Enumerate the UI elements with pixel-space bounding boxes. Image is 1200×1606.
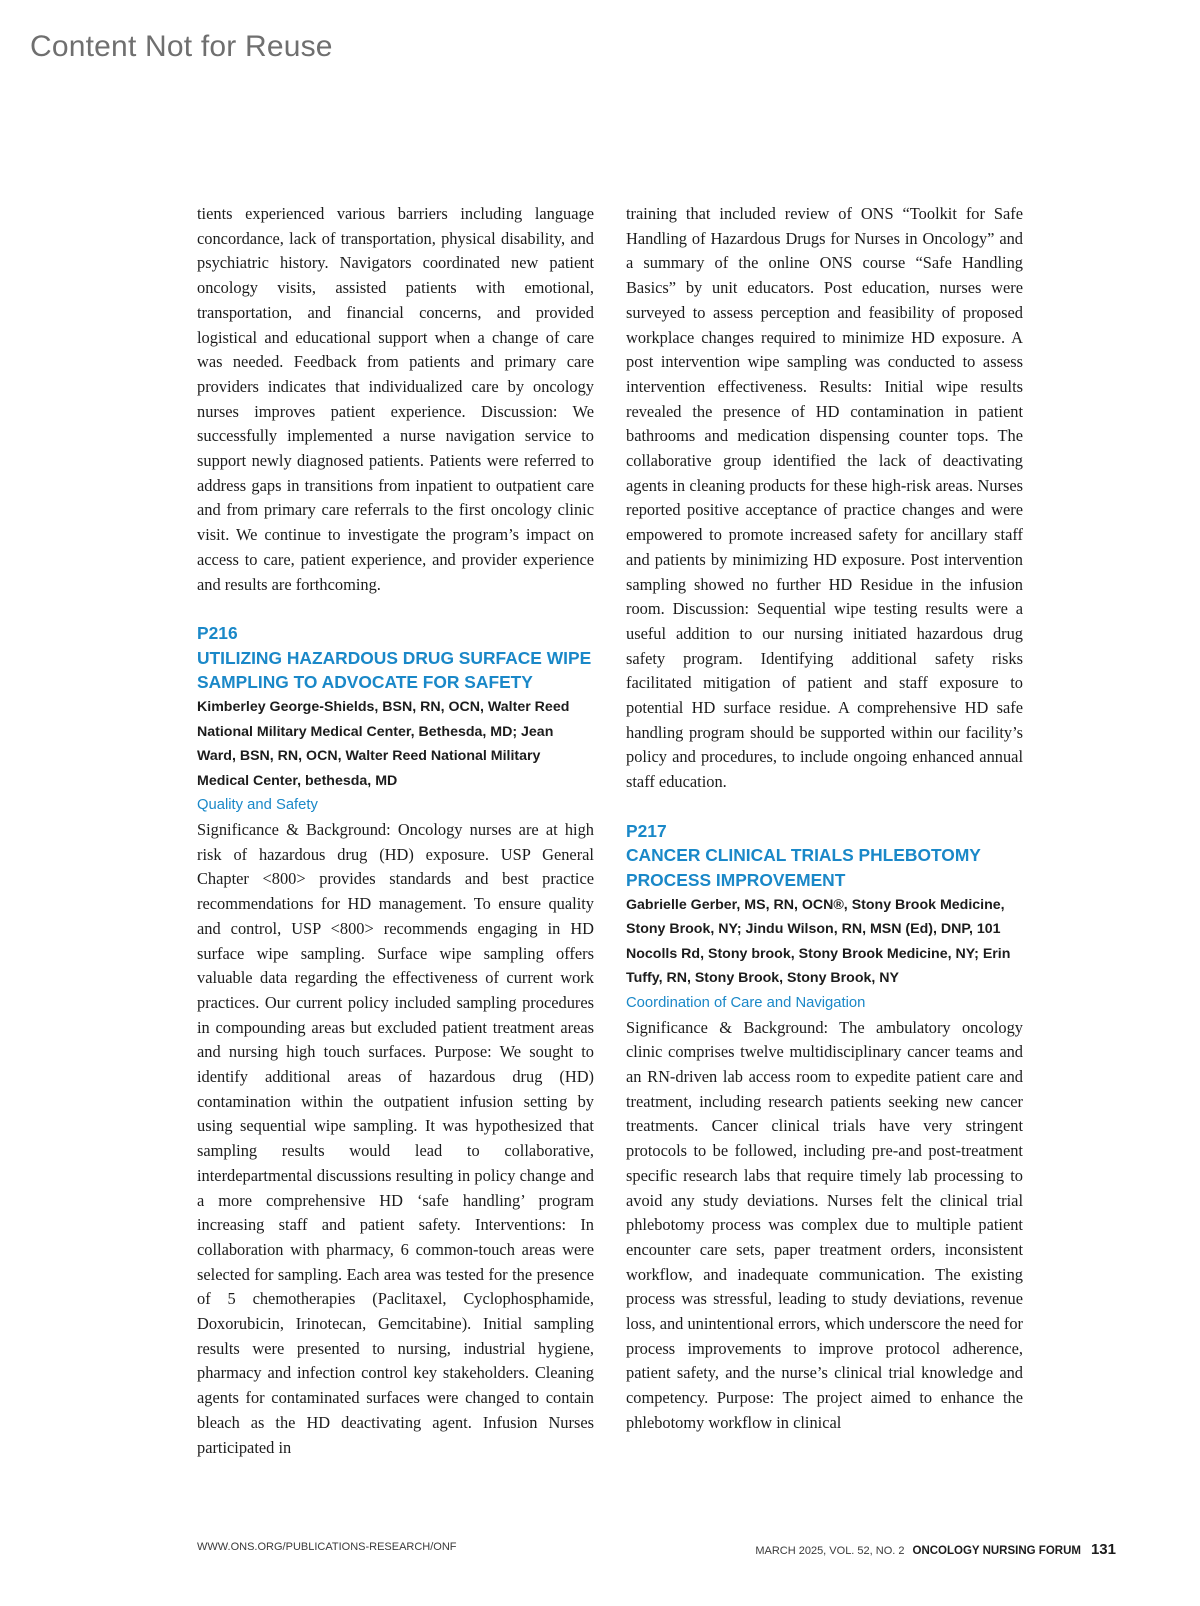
footer-issue-info [755,1541,1116,1558]
abstract-id: P217 [626,820,667,841]
abstract-p217 [626,819,1023,1436]
right-column [626,202,1023,1436]
abstract-authors: Kimberley George-Shields, BSN, RN, OCN, Walter Reed National Military Medical Center, Bethesda, MD; Jean Ward, BSN, RN, OCN, Walter Reed National Military Medical Center, bethesda, MD [197,699,570,789]
footer-journal-name: ONCOLOGY NURSING FORUM [912,1545,1081,1557]
abstract-category: Quality and Safety [197,797,318,814]
continued-abstract-text: tients experienced various barriers including language concordance, lack of transportation, physical disability, and psychiatric history. Navigators coordinated new patient oncology visits, assisted patients with emotional, transportation, and financial concerns, and provided logistical and educational support when a change of care was needed. Feedback from patients and primary care providers indicates that individualized care by oncology nurses improves patient experience. Discussion: We successfully implemented a nurse navigation service to support newly diagnosed patients. Patients were referred to address gaps in transitions from inpatient to outpatient care and from primary care referrals to the first oncology clinic visit. We continue to investigate the program’s impact on access to care, patient experience, and provider experience and results are forthcoming. [197,204,594,594]
abstract-authors: Gabrielle Gerber, MS, RN, OCN®, Stony Brook Medicine, Stony Brook, NY; Jindu Wilson, RN, MSN (Ed), DNP, 101 Nocolls Rd, Stony brook, Stony Brook Medicine, NY; Erin Tuffy, RN, Stony Brook, Stony Brook, NY [626,896,1011,987]
abstract-body: Significance & Background: Oncology nurses are at high risk of hazardous drug (HD) exposure. USP General Chapter <800> provides standards and best practice recommendations for HD management. To ensure quality and control, USP <800> recommends engaging in HD surface wipe sampling. Surface wipe sampling offers valuable data regarding the effectiveness of current work practices. Our current policy included sampling procedures in compounding areas but excluded patient treatment areas and nursing high touch surfaces. Purpose: We sought to identify additional areas of hazardous drug (HD) contamination within the outpatient infusion setting by using sequential wipe sampling. It was hypothesized that sampling results would lead to collaborative, interdepartmental discussions resulting in policy change and a more comprehensive HD ‘safe handling’ program increasing staff and patient safety. Interventions: In collaboration with pharmacy, 6 common-touch areas were selected for sampling. Each area was tested for the presence of 5 chemotherapies (Paclitaxel, Cyclophosphamide, Doxorubicin, Irinotecan, Gemcitabine). Initial sampling results were presented to nursing, industrial hygiene, pharmacy and infection control key stakeholders. Cleaning agents for contaminated surfaces were changed to contain bleach as the HD deactivating agent. Infusion Nurses participated in [197,820,594,1457]
left-column [197,202,594,1460]
abstract-p216 [197,621,594,1460]
abstract-body-continued: training that included review of ONS “Toolkit for Safe Handling of Hazardous Drugs for Nurses in Oncology” and a summary of the online ONS course “Safe Handling Basics” by unit educators. Post education, nurses were surveyed to assess perception and feasibility of proposed workplace changes required to minimize HD exposure. A post intervention wipe sampling was conducted to assess intervention effectiveness. Results: Initial wipe results revealed the presence of HD contamination in patient bathrooms and medication dispensing counter tops. The collaborative group identified the lack of deactivating agents in cleaning products for these high-risk areas. Nurses reported positive acceptance of practice changes and were empowered to promote increased safety for ancillary staff and patients by minimizing HD exposure. Post intervention sampling showed no further HD Residue in the infusion room. Discussion: Sequential wipe testing results were a useful addition to our nursing initiated hazardous drug safety program. Identifying additional safety risks facilitated mitigation of patient and staff exposure to potential HD surface residue. A comprehensive HD safe handling program should be supported within our facility’s policy and procedures, to include ongoing enhanced annual staff education. [626,204,1023,792]
abstract-title: UTILIZING HAZARDOUS DRUG SURFACE WIPE SAMPLING TO ADVOCATE FOR SAFETY [197,647,592,693]
abstract-id: P216 [197,623,238,644]
abstract-body: Significance & Background: The ambulatory oncology clinic comprises twelve multidisciplinary cancer teams and an RN-driven lab access room to expedite patient care and treatment, including research patients seeking new cancer treatments. Cancer clinical trials have very stringent protocols to be followed, including pre-and post-treatment specific research labs that require timely lab processing to avoid any study deviations. Nurses felt the clinical trial phlebotomy process was complex due to multiple patient encounter care sets, paper treatment orders, inconsistent workflow, and inadequate communication. The existing process was stressful, leading to study deviations, revenue loss, and unintentional errors, which underscore the need for process improvements to improve protocol adherence, patient safety, and the nurse’s clinical trial knowledge and competency. Purpose: The project aimed to enhance the phlebotomy workflow in clinical [626,1017,1023,1432]
footer-issue: MARCH 2025, VOL. 52, NO. 2 [755,1545,905,1557]
page-number: 131 [1090,1541,1116,1558]
footer-url[interactable]: WWW.ONS.ORG/PUBLICATIONS-RESEARCH/ONF [197,1541,457,1553]
watermark: Content Not for Reuse [30,30,333,63]
abstract-title: CANCER CLINICAL TRIALS PHLEBOTOMY PROCESS IMPROVEMENT [626,845,981,891]
abstract-category: Coordination of Care and Navigation [626,995,866,1012]
